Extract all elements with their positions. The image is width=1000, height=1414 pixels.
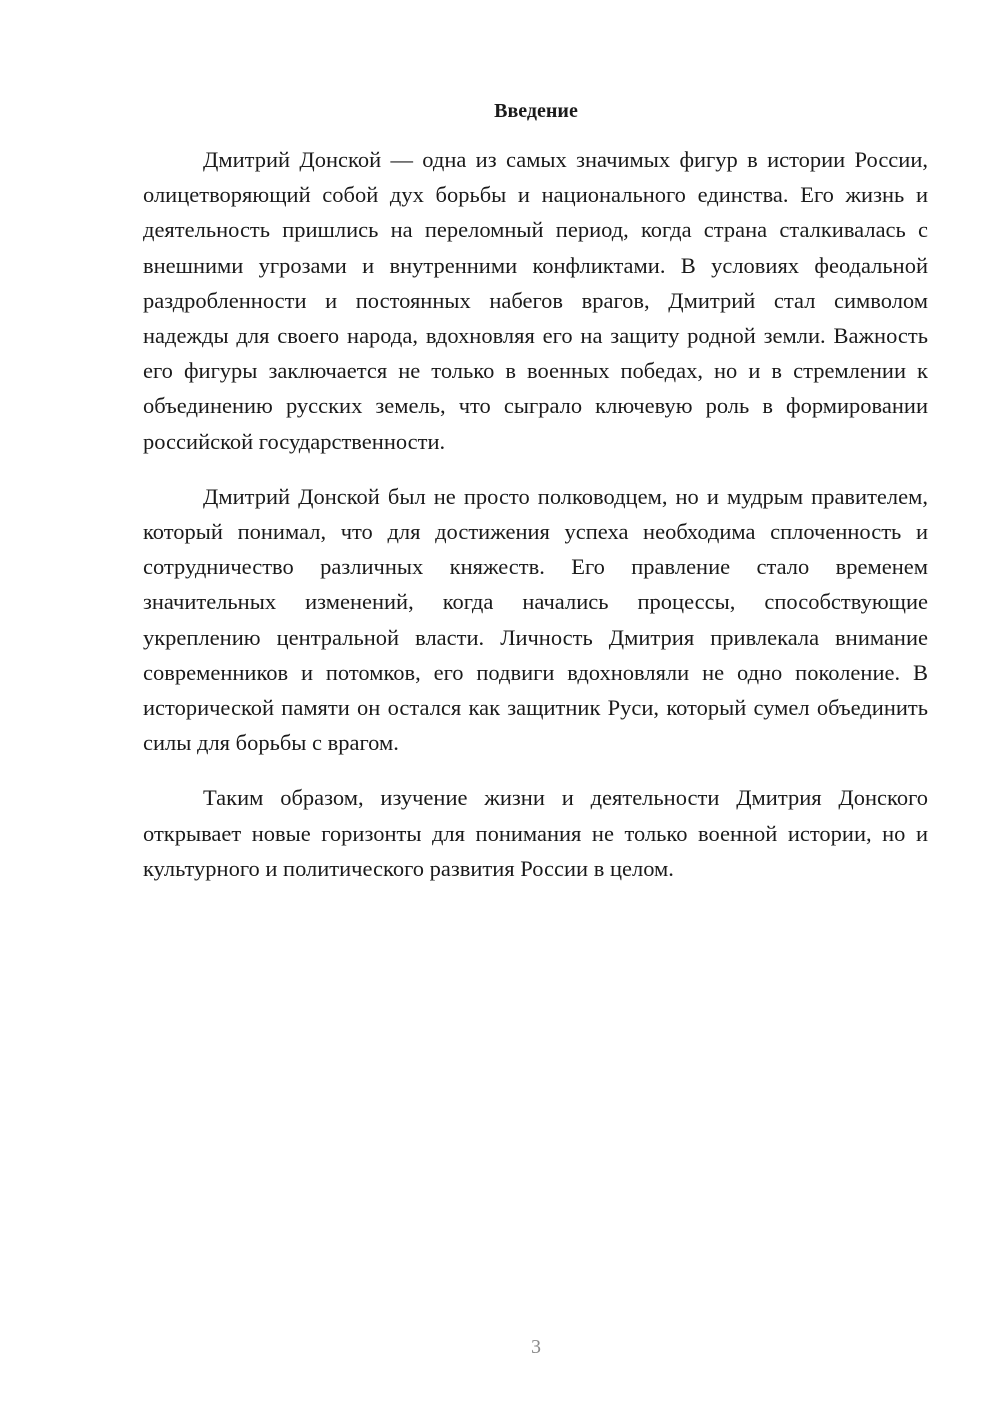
paragraph-2: Дмитрий Донской был не просто полководцем, но и мудрым правителем, который понимал, что для достижения успеха необходима сплоченность и сотрудничество различных княжеств. Его правление стало временем значительных изменений, когда начались процессы, способствующие укреплению центральной власти. Личность Дмитрия привлекала внимание современников и потомков, его подвиги вдохновляли не одно поколение. В исторической памяти он остался как защитник Руси, который сумел объединить силы для борьбы с врагом. bbox=[143, 483, 928, 756]
section-title: Введение bbox=[494, 100, 578, 122]
page-number: 3 bbox=[531, 1336, 541, 1358]
paragraph-3: Таким образом, изучение жизни и деятельности Дмитрия Донского открывает новые горизонты для понимания не только военной истории, но и культурного и политического развития России в целом. bbox=[143, 785, 928, 881]
paragraph-1: Дмитрий Донской — одна из самых значимых фигур в истории России, олицетворяющий собой дух борьбы и национального единства. Его жизнь и деятельность пришлись на переломный период, когда страна сталкивалась с внешними угрозами и внутренними конфликтами. В условиях феодальной раздробленности и постоянных набегов врагов, Дмитрий стал символом надежды для своего народа, вдохновляя его на защиту родной земли. Важность его фигуры заключается не только в военных победах, но и в стремлении к объединению русских земель, что сыграло ключевую роль в формировании российской государственности. bbox=[143, 147, 928, 454]
body-text bbox=[143, 142, 928, 906]
